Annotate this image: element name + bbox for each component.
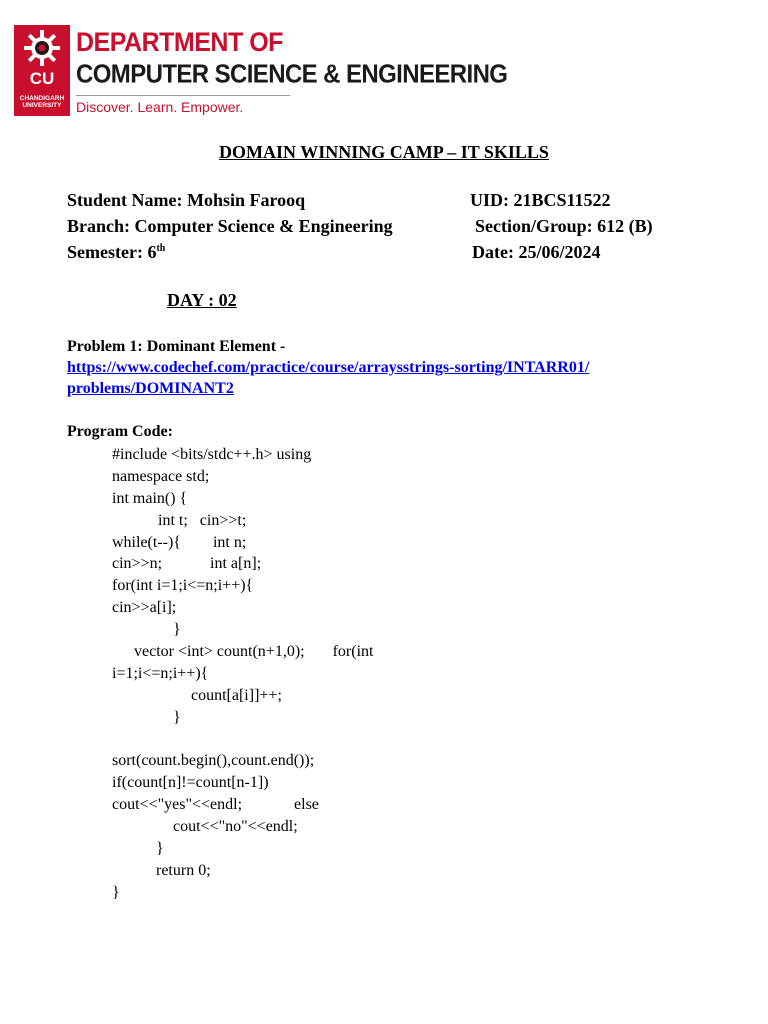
code-line: cout<<"yes"<<endl; else	[112, 796, 319, 813]
student-name: Student Name: Mohsin Farooq	[67, 190, 306, 210]
tagline-divider	[76, 95, 290, 96]
code-line: namespace std;	[112, 468, 210, 485]
logo-university-name: CHANDIGARH UNIVERSITY	[19, 95, 65, 109]
student-uid: UID: 21BCS11522	[470, 190, 611, 210]
code-line: int t; cin>>t;	[158, 512, 247, 529]
code-line: for(int i=1;i<=n;i++){	[112, 577, 254, 594]
gear-emblem-icon	[23, 29, 61, 67]
code-line: i=1;i<=n;i++){	[112, 665, 209, 682]
code-line: while(t--){ int n;	[112, 534, 247, 551]
code-line: }	[112, 884, 120, 901]
logo-initials: CU	[29, 69, 55, 88]
code-line: cout<<"no"<<endl;	[173, 818, 298, 835]
code-line: cin>>a[i];	[112, 599, 177, 616]
code-line: if(count[n]!=count[n-1])	[112, 774, 269, 791]
problem-link-line-2[interactable]: problems/DOMINANT2	[67, 380, 234, 397]
submission-date: Date: 25/06/2024	[472, 242, 601, 262]
tagline: Discover. Learn. Empower.	[76, 99, 244, 115]
problem-heading: Problem 1: Dominant Element -	[67, 338, 286, 355]
program-code-label: Program Code:	[67, 423, 173, 440]
code-line: return 0;	[156, 862, 211, 879]
code-line: }	[173, 621, 181, 638]
code-line: int main() {	[112, 490, 188, 507]
code-line: cin>>n; int a[n];	[112, 555, 262, 572]
code-line: }	[173, 709, 181, 726]
code-line: #include <bits/stdc++.h> using	[112, 446, 312, 463]
code-line: sort(count.begin(),count.end());	[112, 752, 315, 769]
problem-link-line-1[interactable]: https://www.codechef.com/practice/course/arraysstrings-sorting/INTARR01/	[67, 359, 590, 376]
department-name: COMPUTER SCIENCE & ENGINEERING	[76, 60, 508, 90]
student-semester	[67, 242, 165, 263]
document-title: DOMAIN WINNING CAMP – IT SKILLS	[219, 142, 549, 162]
code-line: count[a[i]]++;	[191, 687, 282, 704]
university-logo	[14, 25, 70, 116]
student-branch: Branch: Computer Science & Engineering	[67, 216, 393, 236]
day-heading: DAY : 02	[167, 290, 237, 310]
department-title: DEPARTMENT OF	[76, 27, 283, 58]
semester-suffix: th	[156, 243, 166, 254]
code-line: vector <int> count(n+1,0); for(int	[134, 643, 374, 660]
semester-value: Semester: 6	[67, 242, 157, 262]
code-line: }	[156, 840, 164, 857]
student-section: Section/Group: 612 (B)	[475, 216, 653, 236]
